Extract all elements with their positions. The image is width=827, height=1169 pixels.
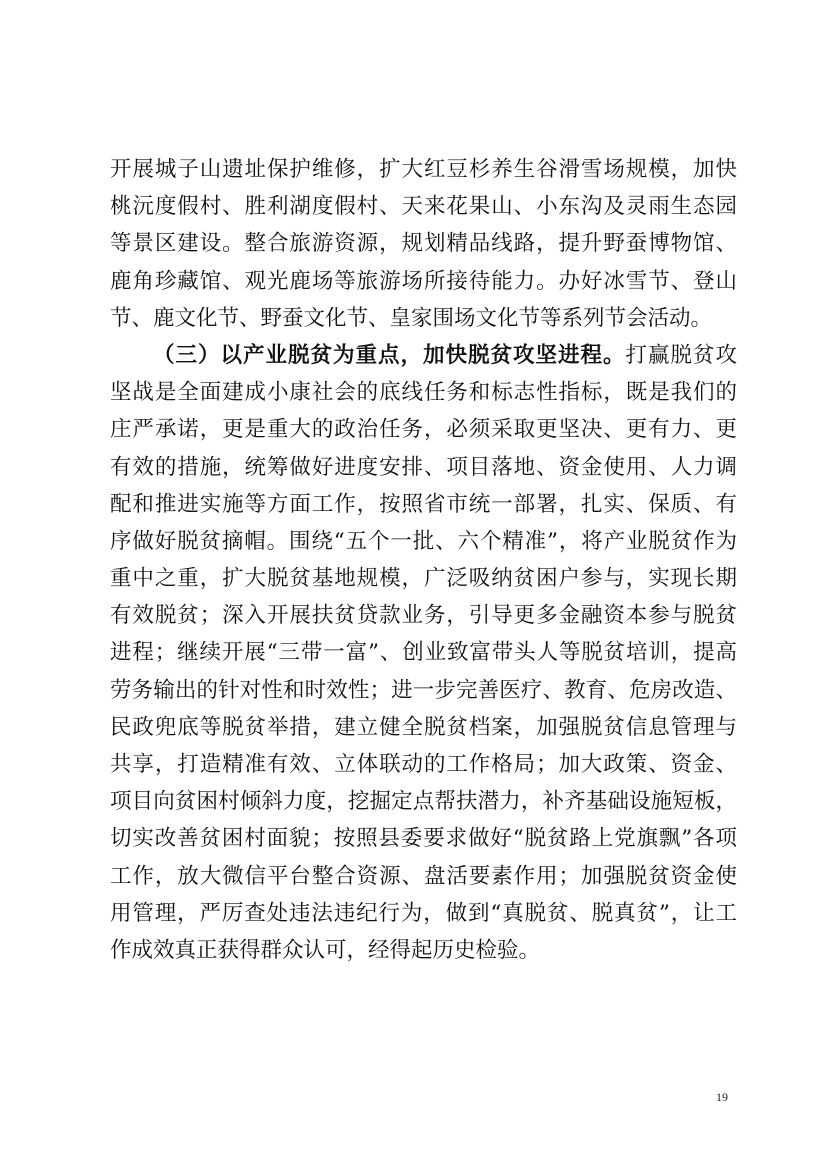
text-line: 民政兜底等脱贫举措，建立健全脱贫档案，加强脱贫信息管理与 (110, 714, 737, 740)
text-line: 鹿角珍藏馆、观光鹿场等旅游场所接待能力。办好冰雪节、登山 (110, 268, 737, 294)
text-line: 进程；继续开展“三带一富”、创业致富带头人等脱贫培训，提高 (110, 640, 737, 666)
text-line: 切实改善贫困村面貌；按照县委要求做好“脱贫路上党旗飘”各项 (110, 826, 737, 852)
text-line: 有效脱贫；深入开展扶贫贷款业务，引导更多金融资本参与脱贫 (110, 603, 737, 629)
text-line: 有效的措施，统筹做好进度安排、项目落地、资金使用、人力调 (110, 454, 737, 480)
paragraph-tourism (110, 151, 737, 337)
text-line: 坚战是全面建成小康社会的底线任务和标志性指标，既是我们的 (110, 380, 737, 406)
text-line: 庄严承诺，更是重大的政治任务，必须采取更坚决、更有力、更 (110, 417, 737, 443)
text-line: 共享，打造精准有效、立体联动的工作格局；加大政策、资金、 (110, 752, 737, 777)
text-line: 桃沅度假村、胜利湖度假村、天来花果山、小东沟及灵雨生态园 (110, 194, 737, 220)
text-line: 劳务输出的针对性和时效性；进一步完善医疗、教育、危房改造、 (110, 677, 737, 703)
page-number: 19 (716, 1090, 728, 1104)
text-line: 序做好脱贫摘帽。围绕“五个一批、六个精准”，将产业脱贫作为 (110, 528, 737, 554)
text-line: 开展城子山遗址保护维修，扩大红豆杉养生谷滑雪场规模，加快 (110, 157, 737, 182)
text-line: 等景区建设。整合旅游资源，规划精品线路，提升野蚕博物馆、 (110, 231, 737, 257)
text-line: 重中之重，扩大脱贫基地规模，广泛吸纳贫困户参与，实现长期 (110, 566, 737, 592)
text-line: 配和推进实施等方面工作，按照省市统一部署，扎实、保质、有 (110, 491, 737, 517)
text-line: 作成效真正获得群众认可，经得起历史检验。 (110, 937, 541, 963)
text-line: 节、鹿文化节、野蚕文化节、皇家围场文化节等系列节会活动。 (110, 305, 713, 331)
body-text (110, 151, 737, 969)
section-heading: （三）以产业脱贫为重点，加快脱贫攻坚进程。 (153, 342, 626, 368)
section-first-line-text: 打赢脱贫攻 (625, 342, 737, 368)
paragraph-poverty-alleviation (110, 337, 737, 969)
section-first-line (110, 337, 737, 374)
text-line: 工作，放大微信平台整合资源、盘活要素作用；加强脱贫资金使 (110, 863, 737, 889)
text-line: 用管理，严厉查处违法违纪行为，做到“真脱贫、脱真贫”，让工 (110, 900, 737, 926)
text-line: 项目向贫困村倾斜力度，挖掘定点帮扶潜力，补齐基础设施短板， (110, 789, 737, 815)
